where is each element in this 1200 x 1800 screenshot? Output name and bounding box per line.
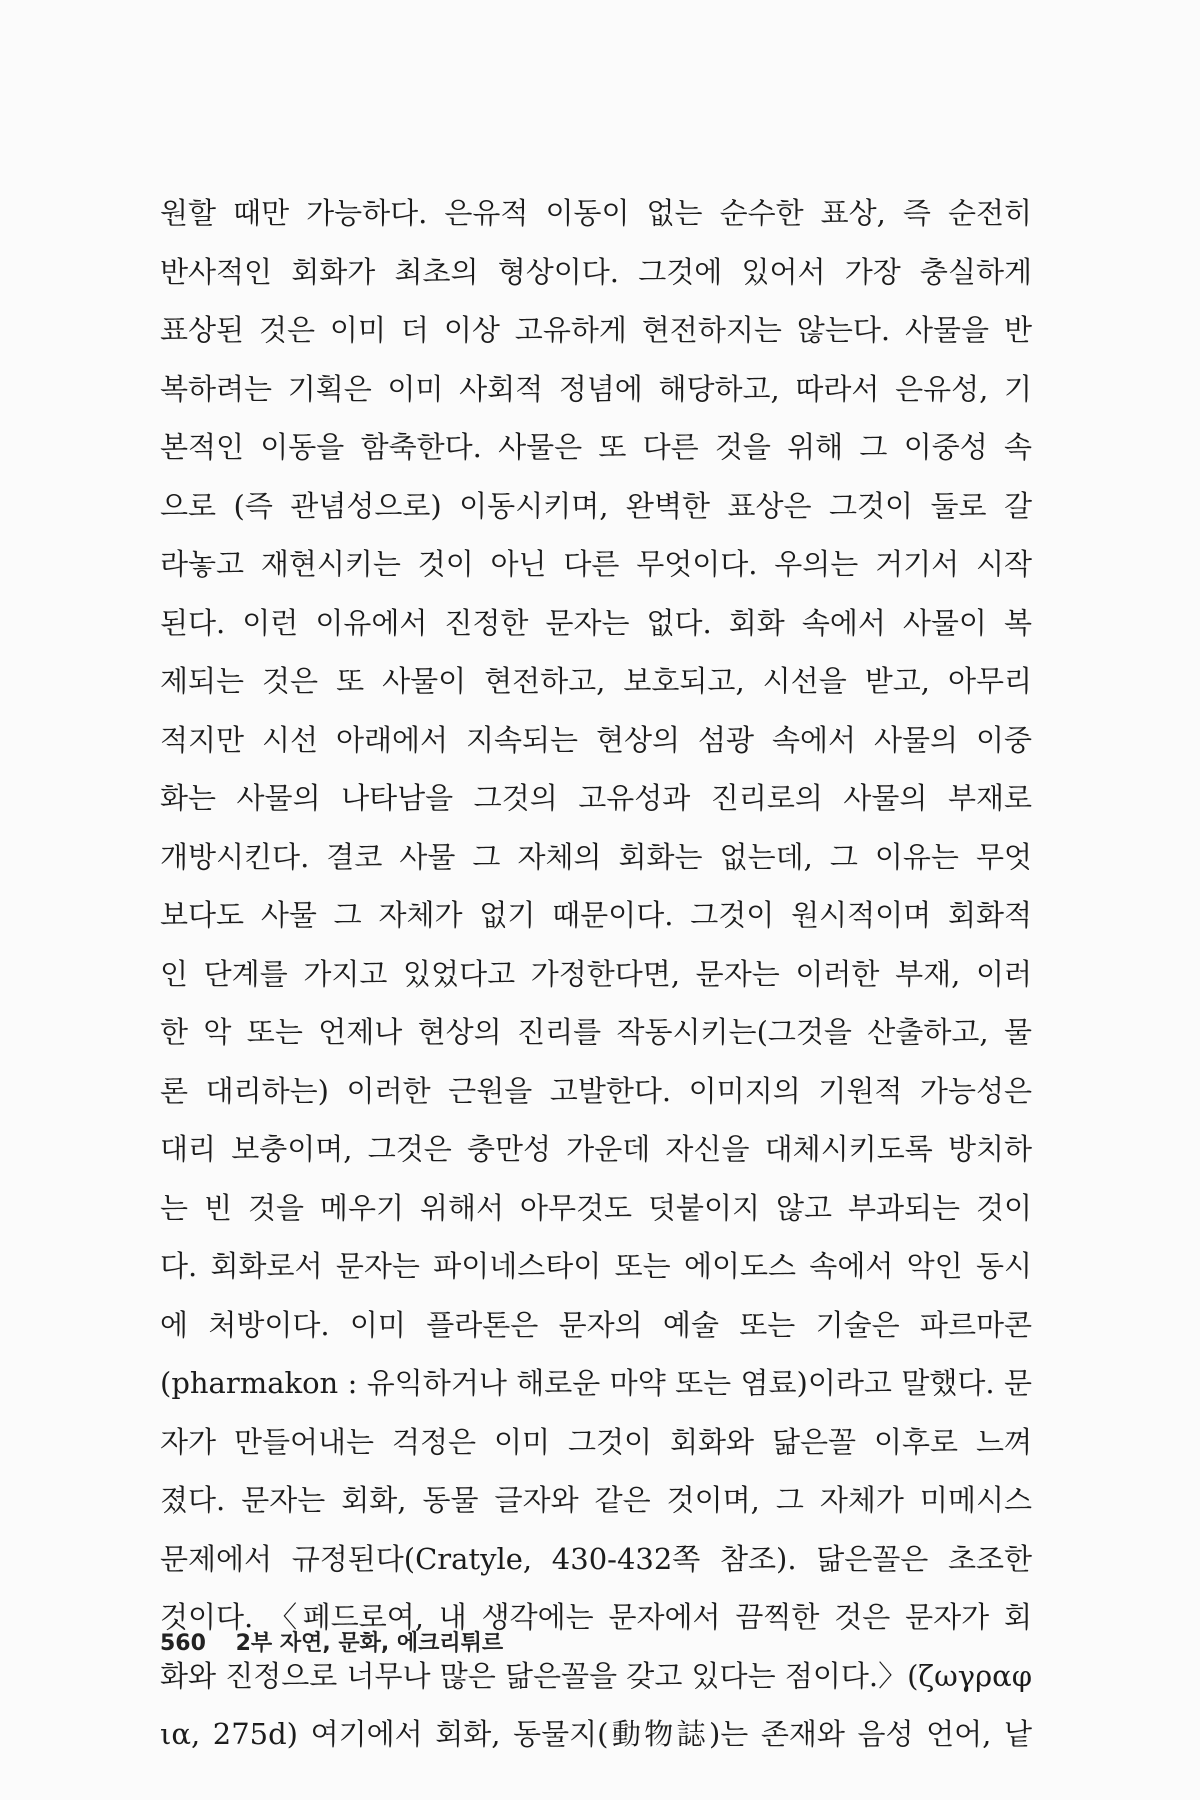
text-line: 에 처방이다. 이미 플라톤은 문자의 예술 또는 기술은 파르마콘 <box>160 1307 1032 1342</box>
text-line: 것이다. 〈페드로여, 내 생각에는 문자에서 끔찍한 것은 문자가 회 <box>160 1600 1032 1634</box>
text-line: (pharmakon : 유익하거나 해로운 마약 또는 염료)이라고 말했다. 문 <box>160 1366 1032 1400</box>
text-line: 반사적인 회화가 최초의 형상이다. 그것에 있어서 가장 충실하게 <box>160 254 1032 289</box>
text-line: 라놓고 재현시키는 것이 아닌 다른 무엇이다. 우의는 거기서 시작 <box>160 547 1032 581</box>
text-line: 으로 (즉 관념성으로) 이동시키며, 완벽한 표상은 그것이 둘로 갈 <box>160 488 1032 523</box>
text-line: 된다. 이런 이유에서 진정한 문자는 없다. 회화 속에서 사물이 복 <box>160 605 1032 640</box>
text-line: 는 빈 것을 메우기 위해서 아무것도 덧붙이지 않고 부과되는 것이 <box>160 1190 1032 1225</box>
page-number: 560 <box>160 1631 206 1656</box>
text-line: 원할 때만 가능하다. 은유적 이동이 없는 순수한 표상, 즉 순전히 <box>160 196 1032 230</box>
text-line: 적지만 시선 아래에서 지속되는 현상의 섬광 속에서 사물의 이중 <box>160 722 1032 757</box>
text-line: 다. 회화로서 문자는 파이네스타이 또는 에이도스 속에서 악인 동시 <box>160 1249 1032 1283</box>
text-line: 자가 만들어내는 걱정은 이미 그것이 회화와 닮은꼴 이후로 느껴 <box>160 1424 1032 1459</box>
text-line: 문제에서 규정된다(Cratyle, 430-432쪽 참조). 닮은꼴은 초조한 <box>160 1541 1032 1576</box>
text-line: 본적인 이동을 함축한다. 사물은 또 다른 것을 위해 그 이중성 속 <box>160 430 1032 464</box>
text-line: 졌다. 문자는 회화, 동물 글자와 같은 것이며, 그 자체가 미메시스 <box>160 1483 1032 1517</box>
text-line: 표상된 것은 이미 더 이상 고유하게 현전하지는 않는다. 사물을 반 <box>160 313 1032 347</box>
text-line: 한 악 또는 언제나 현상의 진리를 작동시키는(그것을 산출하고, 물 <box>160 1015 1032 1049</box>
text-line: 론 대리하는) 이러한 근원을 고발한다. 이미지의 기원적 가능성은 <box>160 1073 1032 1108</box>
text-line: ια, 275d) 여기에서 회화, 동물지(動物誌)는 존재와 음성 언어, 낱 <box>160 1717 1032 1751</box>
text-line: 화는 사물의 나타남을 그것의 고유성과 진리로의 사물의 부재로 <box>160 781 1032 815</box>
text-line: 보다도 사물 그 자체가 없기 때문이다. 그것이 원시적이며 회화적 <box>160 898 1032 932</box>
text-line: 복하려는 기획은 이미 사회적 정념에 해당하고, 따라서 은유성, 기 <box>160 371 1032 406</box>
text-line: 제되는 것은 또 사물이 현전하고, 보호되고, 시선을 받고, 아무리 <box>160 664 1032 698</box>
page-footer <box>160 1624 503 1664</box>
text-line: 인 단계를 가지고 있었다고 가정한다면, 문자는 이러한 부재, 이러 <box>160 956 1032 991</box>
text-line: 개방시킨다. 결코 사물 그 자체의 회화는 없는데, 그 이유는 무엇 <box>160 839 1032 874</box>
text-line: 화와 진정으로 너무나 많은 닮은꼴을 갖고 있다는 점이다.〉(ζωγραφ <box>160 1658 1032 1693</box>
section-title: 2부 자연, 문화, 에크리튀르 <box>235 1631 504 1656</box>
body-text <box>160 184 1032 1764</box>
text-line: 대리 보충이며, 그것은 충만성 가운데 자신을 대체시키도록 방치하 <box>160 1132 1032 1166</box>
